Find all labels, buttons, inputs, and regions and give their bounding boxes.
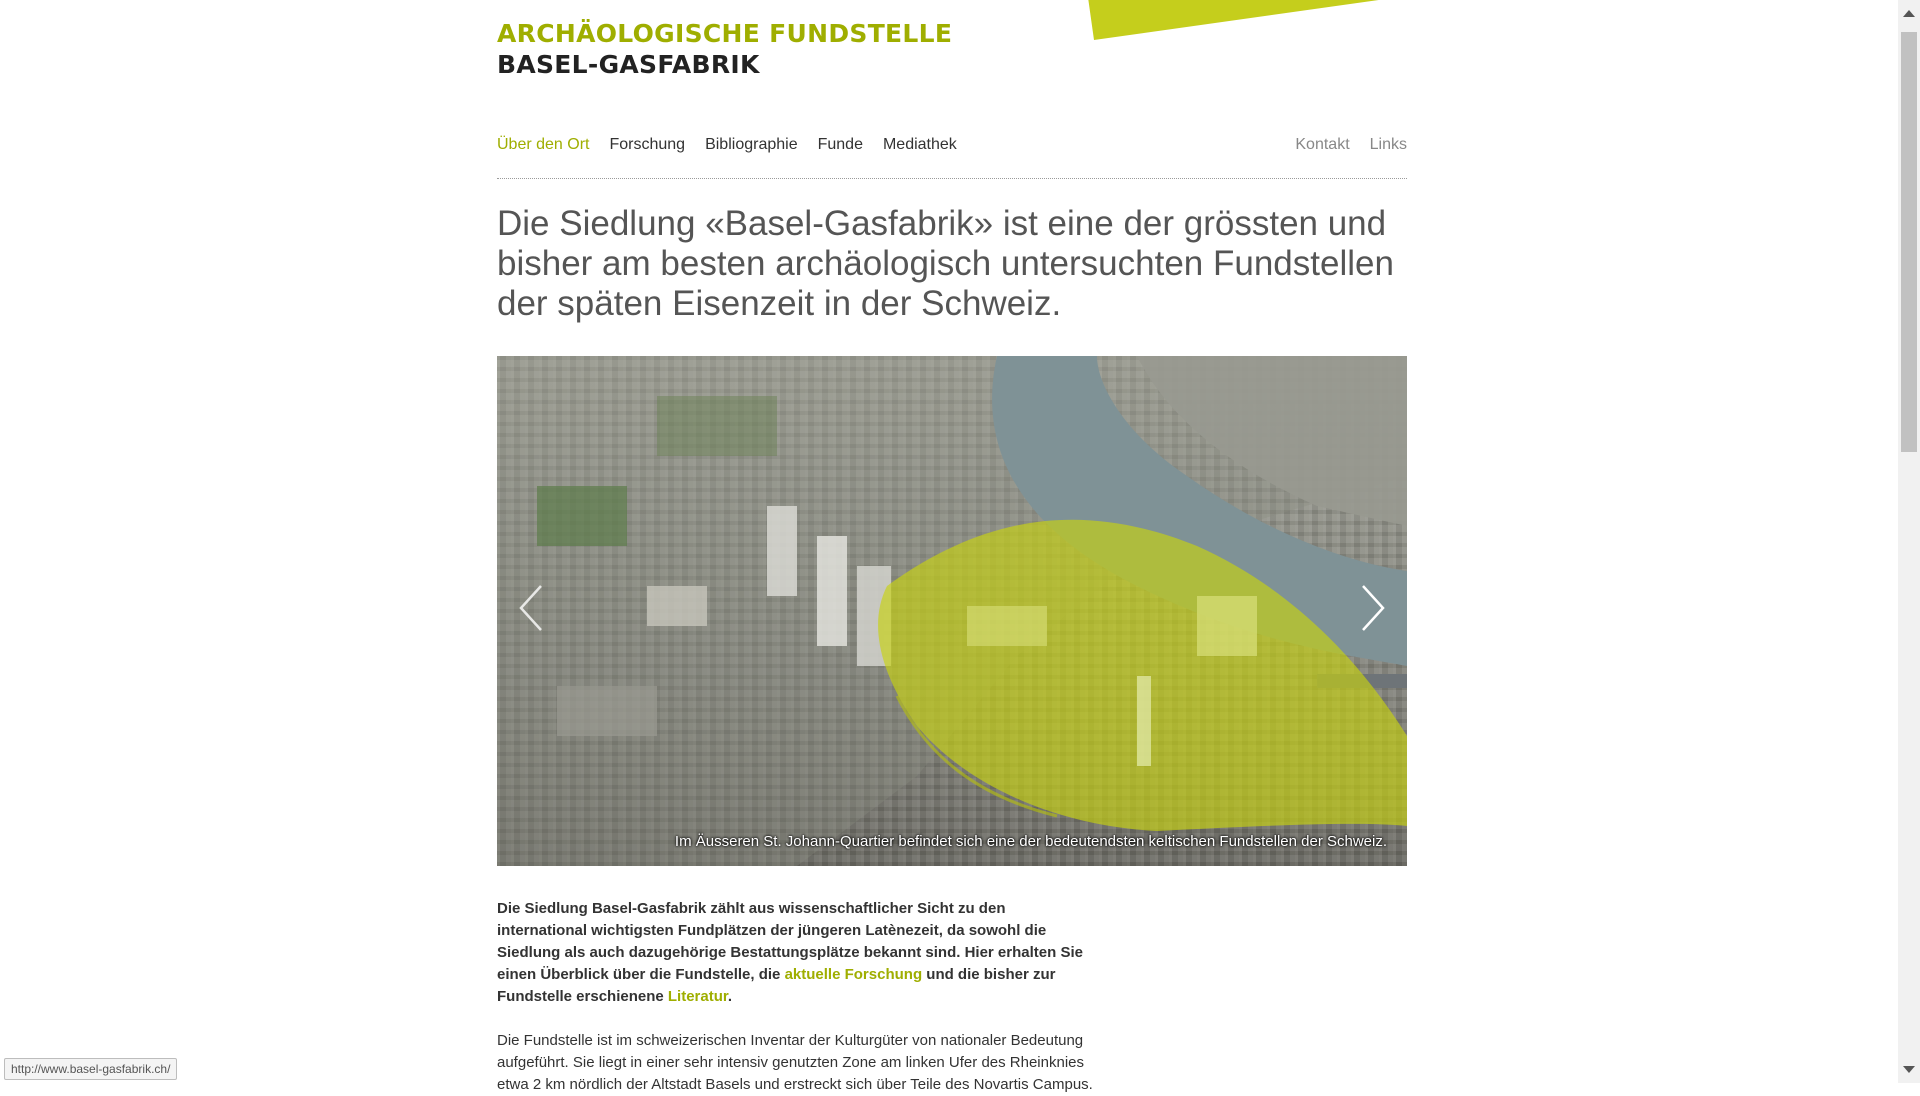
chevron-left-icon — [513, 578, 553, 638]
scroll-down-icon[interactable] — [1903, 1066, 1915, 1073]
nav-item-bibliographie[interactable]: Bibliographie — [705, 136, 798, 153]
nav-item-ueber-den-ort[interactable]: Über den Ort — [497, 136, 590, 153]
status-bar-url: http://www.basel-gasfabrik.ch/ — [4, 1058, 177, 1080]
nav-main — [497, 136, 957, 154]
hero-caption: Im Äusseren St. Johann-Quartier befindet sich eine der bedeutendsten keltischen Fundstellen der Schweiz. — [674, 833, 1387, 850]
nav-item-funde[interactable]: Funde — [817, 136, 863, 153]
intro-text: . — [727, 988, 733, 1005]
main-navigation — [497, 134, 1407, 179]
nav-item-forschung[interactable]: Forschung — [609, 136, 686, 153]
slider-next-button[interactable] — [1351, 578, 1391, 638]
intro-text: und die bisher zur Fundstelle erschienene — [497, 966, 1056, 1005]
intro-text: Die Siedlung Basel-Gasfabrik zählt aus wissenschaftlicher Sicht zu den international wichtigsten Fundplätzen der jüngeren Latènezeit, da sowohl die Siedlung als auch dazugehörige Bestattungsplätze bekannt sind. Hier erhalten Sie einen Überblick über die Fundstelle, die — [497, 900, 1083, 983]
link-literatur[interactable]: Literatur — [667, 988, 728, 1005]
site-title-line1: ARCHÄOLOGISCHE FUNDSTELLE — [497, 19, 953, 48]
scroll-thumb[interactable] — [1901, 32, 1917, 452]
scroll-up-icon[interactable] — [1903, 10, 1915, 17]
nav-secondary — [1295, 136, 1407, 154]
intro-paragraph — [497, 898, 1097, 1008]
nav-item-kontakt[interactable]: Kontakt — [1295, 136, 1350, 153]
site-title-line2: BASEL-GASFABRIK — [497, 50, 760, 79]
lead-text: Die Siedlung «Basel-Gasfabrik» ist eine der grössten und bisher am besten archäologisch untersuchten Fundstellen der späten Eisenzeit in der Schweiz. — [497, 204, 1394, 323]
chevron-right-icon — [1351, 578, 1391, 638]
nav-item-mediathek[interactable]: Mediathek — [882, 136, 957, 153]
site-title[interactable] — [497, 18, 952, 80]
page-scrollbar[interactable] — [1898, 0, 1920, 1083]
aerial-photo — [497, 356, 1407, 866]
hero-slider — [497, 356, 1407, 866]
body-paragraph: Die Fundstelle ist im schweizerischen Inventar der Kulturgüter von nationaler Bedeutung aufgeführt. Sie liegt in einer sehr intensiv genutzten Zone am linken Ufer des Rheinknies etwa 2 km nördlich der Altstadt Basels und erstreckt sich über Teile des Novartis Campus. — [497, 1032, 1093, 1093]
link-aktuelle-forschung[interactable]: aktuelle Forschung — [784, 966, 923, 983]
slider-prev-button[interactable] — [513, 578, 553, 638]
bodenforschung-banner[interactable] — [1077, 0, 1807, 40]
nav-item-links[interactable]: Links — [1369, 136, 1407, 153]
